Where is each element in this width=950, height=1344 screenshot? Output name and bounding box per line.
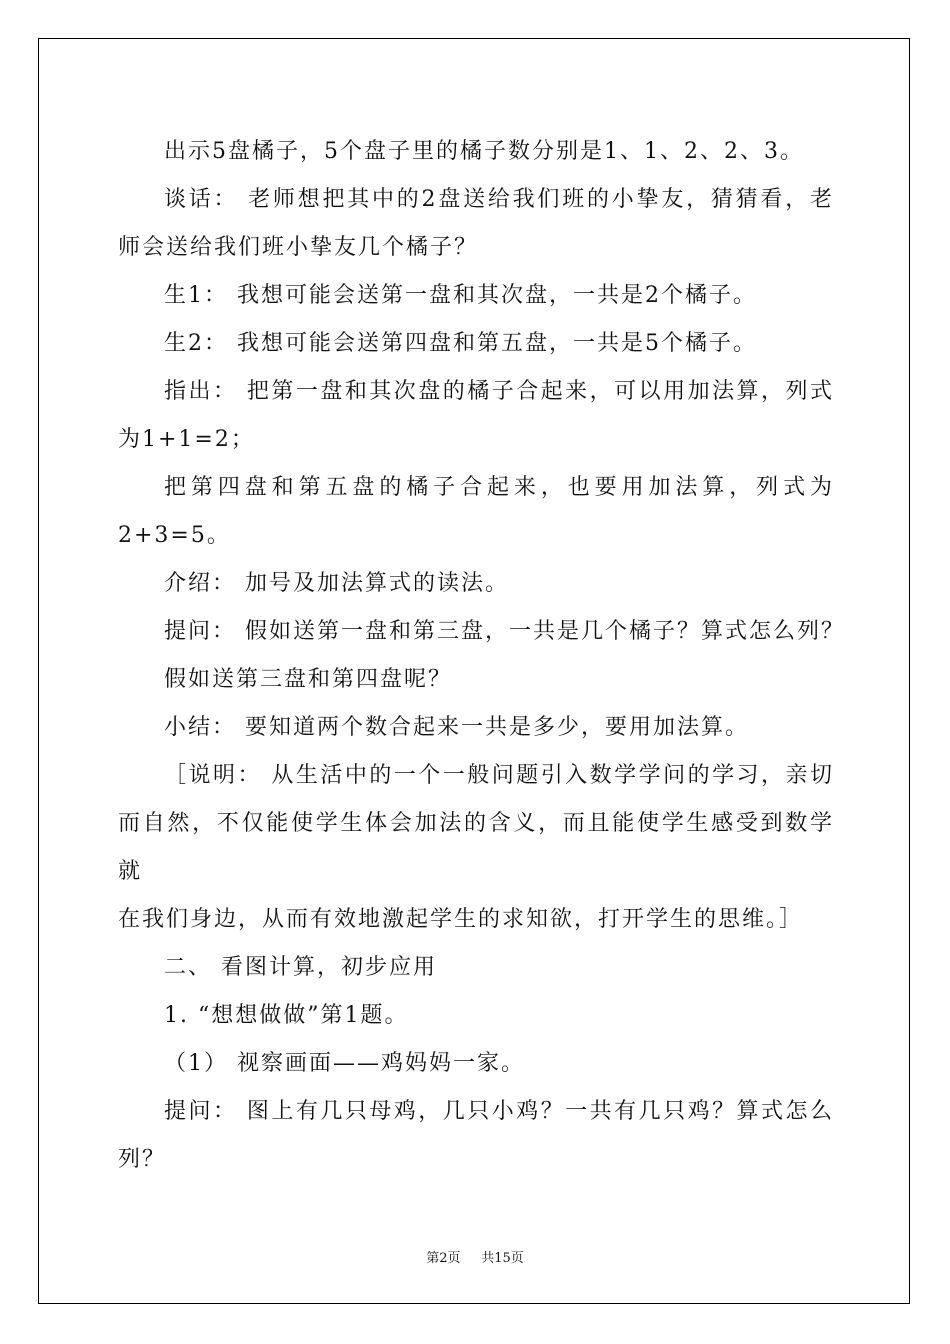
page-footer	[0, 1247, 950, 1266]
paragraph-line: 而自然，不仅能使学生体会加法的含义，而且能使学生感受到数学就	[118, 811, 834, 884]
paragraph-line: 提问： 假如送第一盘和第三盘，一共是几个橘子？算式怎么列？	[164, 619, 845, 644]
paragraph-line: （1） 视察画面——鸡妈妈一家。	[164, 1051, 525, 1076]
paragraph-line: 提问： 图上有几只母鸡，几只小鸡？一共有几只鸡？算式怎么	[164, 1099, 834, 1124]
paragraph-line: 出示5盘橘子，5个盘子里的橘子数分别是1、1、2、2、3。	[164, 139, 804, 164]
paragraph-line: 生2： 我想可能会送第四盘和第五盘，一共是5个橘子。	[164, 331, 757, 356]
paragraph-line: ［说明： 从生活中的一个一般问题引入数学学问的学习，亲切	[164, 763, 834, 788]
paragraph-line: 2+3=5。	[118, 523, 231, 548]
paragraph-line: 谈话： 老师想把其中的2盘送给我们班的小挚友，猜猜看，老	[164, 187, 834, 212]
paragraph-line: 师会送给我们班小挚友几个橘子？	[118, 235, 479, 260]
paragraph-line: 在我们身边，从而有效地激起学生的求知欲，打开学生的思维。］	[118, 907, 804, 932]
paragraph-line: 介绍： 加号及加法算式的读法。	[164, 571, 509, 596]
paragraph-line: 为1+1=2；	[118, 427, 255, 452]
paragraph-line: 生1： 我想可能会送第一盘和其次盘，一共是2个橘子。	[164, 283, 757, 308]
paragraph-line: 小结： 要知道两个数合起来一共是多少，要用加法算。	[164, 715, 749, 740]
paragraph-line: 列？	[118, 1147, 167, 1172]
document-body	[118, 128, 845, 1184]
paragraph-line: 1. “想想做做”第1题。	[164, 1003, 409, 1028]
section-heading: 二、 看图计算，初步应用	[164, 955, 437, 980]
paragraph-line: 指出： 把第一盘和其次盘的橘子合起来，可以用加法算，列式	[164, 379, 834, 404]
total-pages: 共15页	[481, 1251, 524, 1266]
paragraph-line: 把第四盘和第五盘的橘子合起来，也要用加法算，列式为	[164, 475, 834, 500]
paragraph-line: 假如送第三盘和第四盘呢？	[164, 667, 453, 692]
page-number: 第2页	[426, 1251, 461, 1266]
